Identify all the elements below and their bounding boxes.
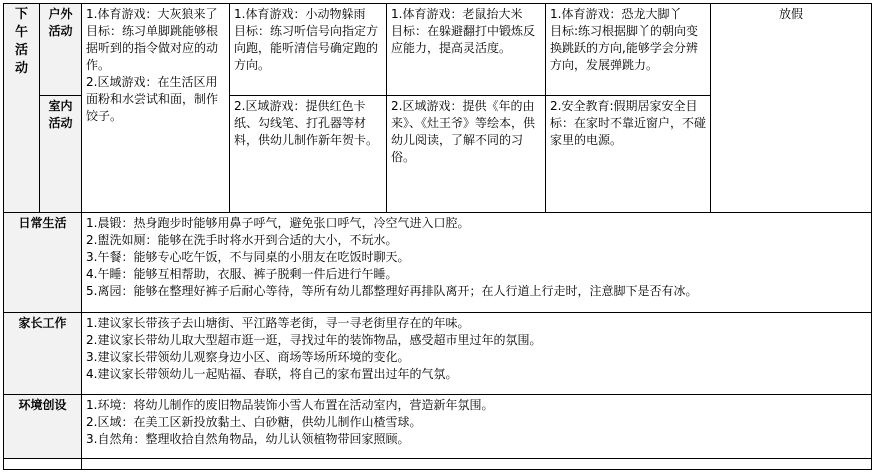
day4-indoor-cell — [546, 96, 711, 213]
day3-outdoor-cell — [387, 4, 546, 96]
day1-outdoor-goal: 目标：练习单脚跳能够根据听到的指令做对应的动作。 — [86, 24, 219, 72]
day1-outdoor-game: 1.体育游戏：大灰狼来了 — [86, 7, 218, 21]
environment-item: 2.区域：在美工区新投放黏土、白砂糖，供幼儿制作山楂雪球。 — [86, 415, 422, 429]
daily-life-item: 3.午餐：能够专心吃午饭，不与同桌的小朋友在吃饭时聊天。 — [86, 250, 410, 264]
environment-label: 环境创设 — [4, 395, 82, 459]
day4-outdoor-goal: 目标:练习根据脚丫的朝向变换跳跃的方向,能够学会分辨方向，发展弹跳力。 — [550, 24, 699, 72]
daily-life-item: 2.盥洗如厕：能够在洗手时将水开到合适的大小，不玩水。 — [86, 233, 398, 247]
day2-outdoor-goal: 目标：练习听信号向指定方向跑，能听清信号确定跑的方向。 — [234, 24, 379, 72]
afternoon-activity-label: 下午活动 — [4, 4, 40, 213]
next-row-content — [82, 459, 872, 470]
day2-outdoor-game: 1.体育游戏：小动物躲雨 — [234, 7, 366, 21]
next-row-label — [4, 459, 82, 470]
daily-life-item: 4.午睡：能够互相帮助，衣服、裤子脱剩一件后进行午睡。 — [86, 267, 398, 281]
day1-afternoon-cell — [82, 4, 230, 213]
day4-outdoor-cell — [546, 4, 711, 96]
day3-outdoor-game: 1.体育游戏：老鼠抬大米 — [391, 7, 523, 21]
daily-life-item: 1.晨锻：热身跑步时能够用鼻子呼气，避免张口呼气，冷空气进入口腔。 — [86, 216, 470, 230]
daily-life-content — [82, 213, 872, 313]
parent-work-item: 4.建议家长带领幼儿一起贴福、春联，将自己的家布置出过年的气氛。 — [86, 367, 458, 381]
day1-indoor: 2.区域游戏：在生活区用面粉和水尝试和面，制作饺子。 — [86, 75, 219, 123]
outdoor-activity-label: 户外活动 — [40, 4, 82, 96]
indoor-activity-label: 室内活动 — [40, 96, 82, 213]
day3-indoor-cell — [387, 96, 546, 213]
holiday-cell — [711, 4, 872, 213]
day3-indoor: 2.区域游戏：提供《年的由来》、《灶王爷》等绘本，供幼儿阅读，了解不同的习俗。 — [391, 99, 536, 164]
parent-work-content — [82, 313, 872, 395]
day4-indoor: 2.安全教育:假期居家安全目标：在家时不靠近窗户，不碰家里的电源。 — [550, 99, 707, 147]
environment-content — [82, 395, 872, 459]
day3-outdoor-goal: 目标：在躲避翻打中锻炼反应能力，提高灵活度。 — [391, 24, 536, 55]
day2-indoor: 2.区域游戏：提供红色卡纸、勾线笔、打孔器等材料，供幼儿制作新年贺卡。 — [234, 99, 379, 147]
weekly-plan-table — [3, 3, 872, 470]
parent-work-item: 2.建议家长带幼儿取大型超市逛一逛，寻找过年的装饰物品，感受超市里过年的氛围。 — [86, 333, 542, 347]
holiday-text: 放假 — [778, 7, 803, 21]
parent-work-item: 3.建议家长带领幼儿观察身边小区、商场等场所环境的变化。 — [86, 350, 410, 364]
environment-item: 3.自然角：整理收拾自然角物品，幼儿认领植物带回家照顾。 — [86, 432, 410, 446]
parent-work-label: 家长工作 — [4, 313, 82, 395]
day4-outdoor-game: 1.体育游戏：恐龙大脚丫 — [550, 7, 682, 21]
day2-outdoor-cell — [230, 4, 387, 96]
parent-work-item: 1.建议家长带孩子去山塘街、平江路等老街，寻一寻老街里存在的年味。 — [86, 316, 470, 330]
day2-indoor-cell — [230, 96, 387, 213]
daily-life-item: 5.离园：能够在整理好裤子后耐心等待，等所有幼儿都整理好再排队离开；在人行道上行走时，注意脚下是否有冰。 — [86, 284, 698, 298]
daily-life-label: 日常生活 — [4, 213, 82, 313]
environment-item: 1.环境：将幼儿制作的废旧物品装饰小雪人布置在活动室内，营造新年氛围。 — [86, 398, 494, 412]
